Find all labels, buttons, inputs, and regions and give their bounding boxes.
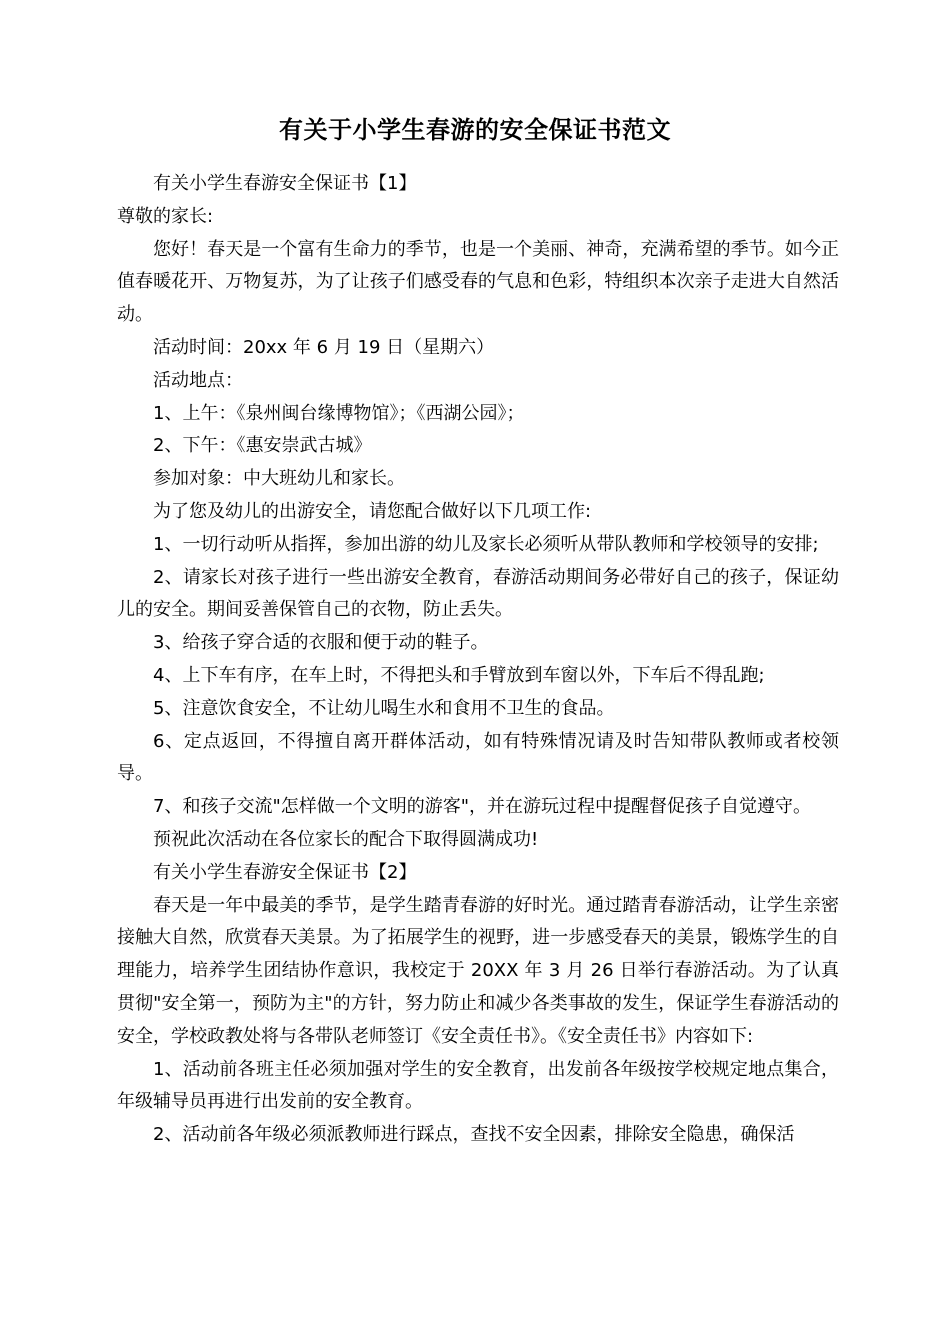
list-item: 7、和孩子交流"怎样做一个文明的游客"，并在游玩过程中提醒督促孩子自觉遵守。 [153, 796, 812, 818]
section-heading-2: 有关小学生春游安全保证书【2】 [153, 861, 417, 883]
paragraph: 为了您及幼儿的出游安全，请您配合做好以下几项工作: [153, 500, 592, 522]
list-item: 6、定点返回，不得擅自离开群体活动，如有特殊情况请及时告知带队教师或者校领导。 [117, 730, 839, 785]
list-item: 1、活动前各班主任必须加强对学生的安全教育，出发前各年级按学校规定地点集合，年级辅导员再进行出发前的安全教育。 [117, 1058, 839, 1113]
salutation: 尊敬的家长: [117, 205, 214, 227]
list-item: 4、上下车有序，在车上时，不得把头和手臂放到车窗以外，下车后不得乱跑; [153, 664, 765, 686]
list-item: 1、上午：《泉州闽台缘博物馆》；《西湖公园》； [153, 402, 525, 424]
list-item: 2、请家长对孩子进行一些出游安全教育，春游活动期间务必带好自己的孩子，保证幼儿的安全。期间妥善保管自己的衣物，防止丢失。 [117, 566, 839, 621]
document-body [117, 168, 839, 1152]
paragraph: 您好！春天是一个富有生命力的季节，也是一个美丽、神奇，充满希望的季节。如今正值春暖花开、万物复苏，为了让孩子们感受春的气息和色彩，特组织本次亲子走进大自然活动。 [117, 238, 839, 326]
list-item: 5、注意饮食安全，不让幼儿喝生水和食用不卫生的食品。 [153, 697, 615, 719]
paragraph: 活动地点： [153, 369, 243, 391]
list-item: 3、给孩子穿合适的衣服和便于动的鞋子。 [153, 632, 489, 654]
list-item: 2、下午：《惠安崇武古城》 [153, 435, 372, 457]
paragraph: 参加对象：中大班幼儿和家长。 [153, 468, 405, 490]
paragraph: 春天是一年中最美的季节，是学生踏青春游的好时光。通过踏青春游活动，让学生亲密接触大自然，欣赏春天美景。为了拓展学生的视野，进一步感受春天的美景，锻炼学生的自理能力，培养学生团结协作意识，我校定于 20XX 年 3 月 26 日举行春游活动。为了认真贯彻"安全第一，预防为主"的方针，努力防止和减少各类事故的发生，保证学生春游活动的安全，学校政教处将与各带队老师签订《安全责任书》。《安全责任书》内容如下: [117, 894, 839, 1047]
document-title: 有关于小学生春游的安全保证书范文 [279, 116, 671, 144]
list-item: 1、一切行动听从指挥，参加出游的幼儿及家长必须听从带队教师和学校领导的安排; [153, 533, 819, 555]
paragraph: 活动时间：20xx 年 6 月 19 日（星期六） [153, 336, 495, 358]
list-item: 2、活动前各年级必须派教师进行踩点，查找不安全因素，排除安全隐患，确保活 [153, 1124, 795, 1146]
section-heading-1: 有关小学生春游安全保证书【1】 [153, 173, 417, 194]
paragraph: 预祝此次活动在各位家长的配合下取得圆满成功! [153, 828, 539, 850]
